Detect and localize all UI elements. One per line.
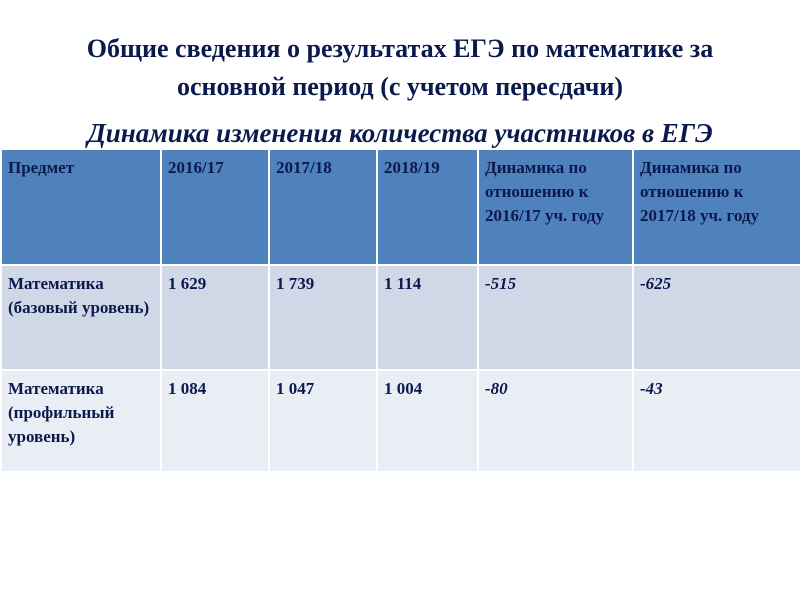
cell-dynamics-2016-17: -80 xyxy=(478,370,633,472)
header-dynamics-2017-18: Динамика по отношению к 2017/18 уч. году xyxy=(633,149,800,265)
cell-2016-17: 1 084 xyxy=(161,370,269,472)
cell-2018-19: 1 004 xyxy=(377,370,478,472)
table-row xyxy=(1,370,800,472)
cell-subject: Математика (базовый уровень) xyxy=(1,265,161,370)
cell-subject: Математика (профильный уровень) xyxy=(1,370,161,472)
cell-dynamics-2017-18: -625 xyxy=(633,265,800,370)
header-2017-18: 2017/18 xyxy=(269,149,377,265)
slide-title-line2: основной период (с учетом пересдачи) xyxy=(176,72,624,101)
cell-dynamics-2016-17: -515 xyxy=(478,265,633,370)
slide-title-line1: Общие сведения о результатах ЕГЭ по математике за xyxy=(86,34,714,63)
slide-subtitle: Динамика изменения количества участников в ЕГЭ xyxy=(87,118,713,148)
cell-2016-17: 1 629 xyxy=(161,265,269,370)
participants-table xyxy=(0,148,800,473)
header-dynamics-2016-17: Динамика по отношению к 2016/17 уч. году xyxy=(478,149,633,265)
header-2016-17: 2016/17 xyxy=(161,149,269,265)
cell-2017-18: 1 047 xyxy=(269,370,377,472)
cell-2018-19: 1 114 xyxy=(377,265,478,370)
cell-2017-18: 1 739 xyxy=(269,265,377,370)
header-subject: Предмет xyxy=(1,149,161,265)
table-row xyxy=(1,265,800,370)
cell-dynamics-2017-18: -43 xyxy=(633,370,800,472)
slide-title xyxy=(0,30,800,106)
header-2018-19: 2018/19 xyxy=(377,149,478,265)
table-header-row xyxy=(1,149,800,265)
